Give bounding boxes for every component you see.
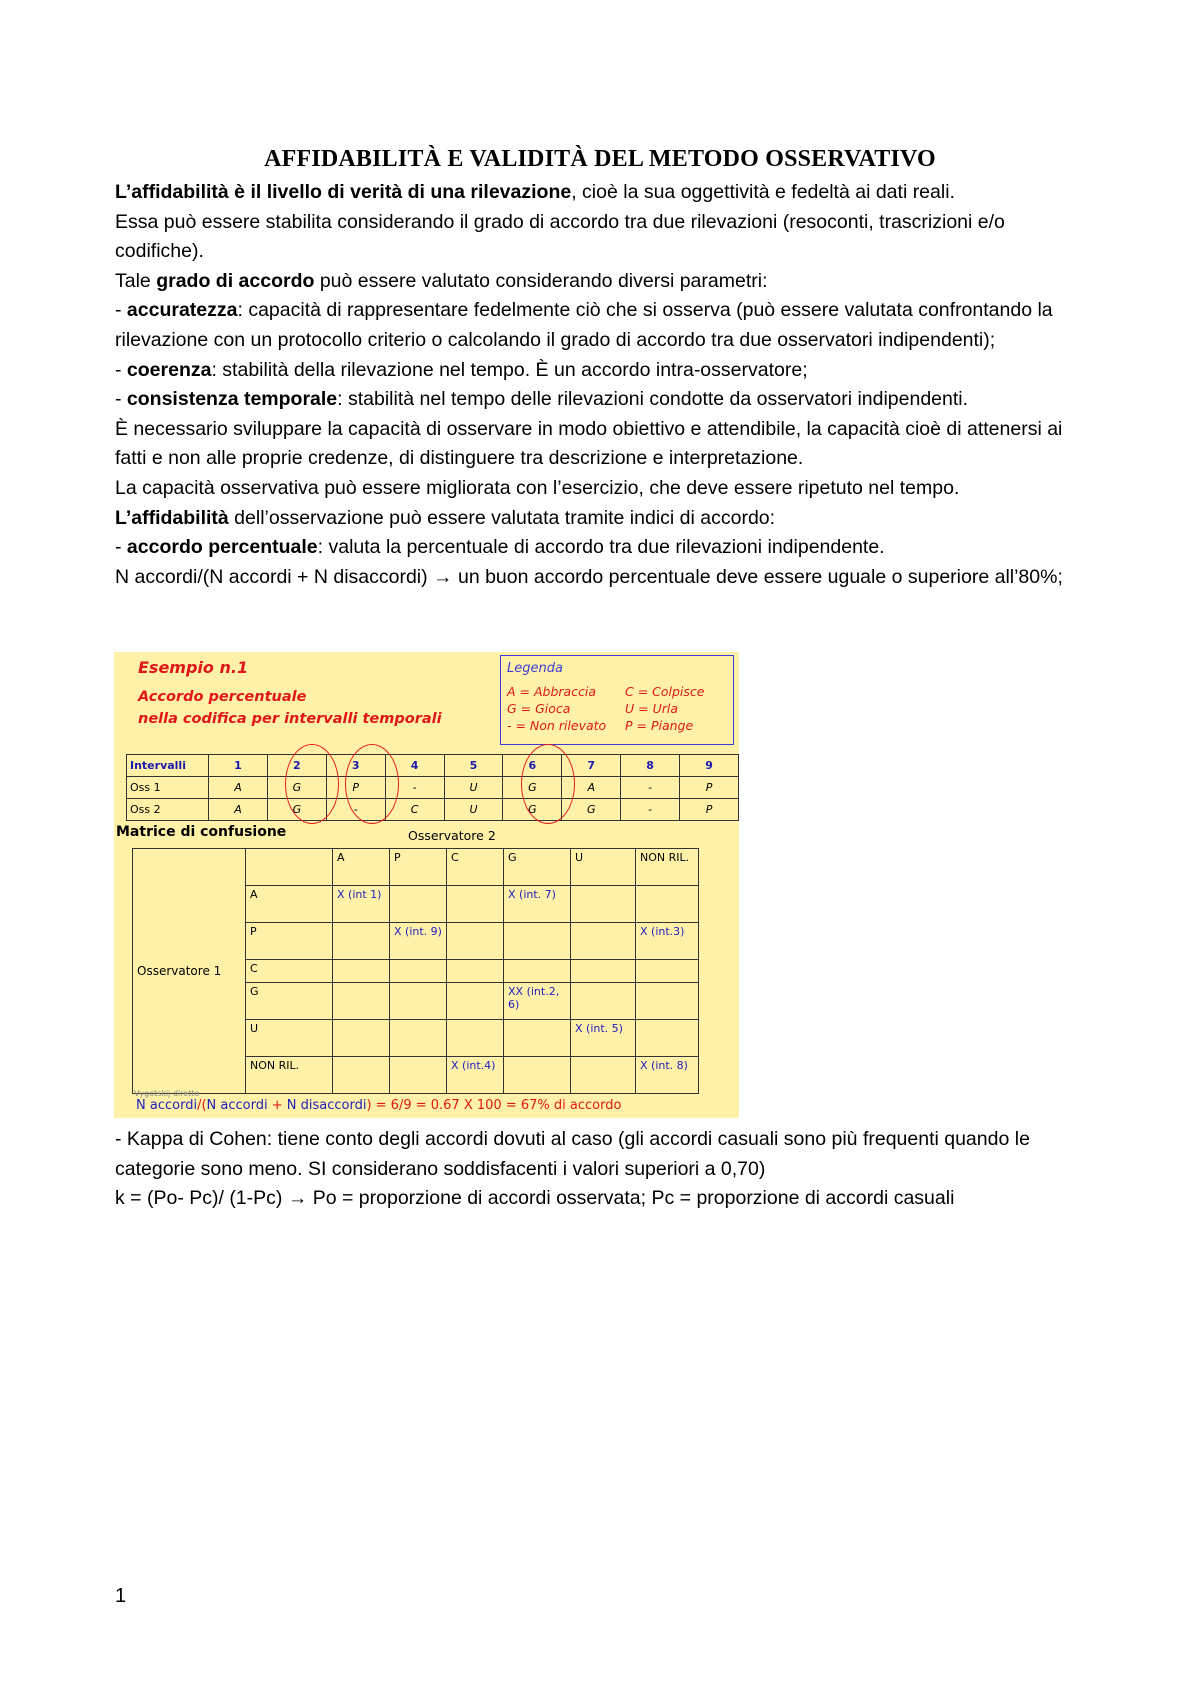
- text-span: può essere valutato considerando diversi parametri:: [314, 269, 768, 292]
- kappa-section: [115, 1125, 1095, 1214]
- matrix-row-header: P: [246, 923, 333, 960]
- page-title: AFFIDABILITÀ E VALIDITÀ DEL METODO OSSERVATIVO: [264, 146, 936, 172]
- paragraph-kappa-formula: k = (Po- Pc)/ (1-Pc) → Po = proporzione di accordi osservata; Pc = proporzione di accordi casuali: [115, 1187, 955, 1210]
- intervals-header-row: [127, 755, 739, 777]
- formula-part: ) = 6/9 = 0.67 X 100 = 67% di accordo: [366, 1098, 622, 1113]
- oss2-cell: G: [267, 799, 326, 821]
- matrix-row-header: U: [246, 1020, 333, 1057]
- formula-part: N accordi: [136, 1098, 198, 1113]
- oss1-cell: P: [680, 777, 739, 799]
- paragraph-indices: [115, 504, 1095, 534]
- oss1-cell: A: [562, 777, 621, 799]
- disagreement-circle: [521, 744, 575, 824]
- matrix-cell: [504, 923, 571, 960]
- matrix-col-header: U: [571, 849, 636, 886]
- matrix-cell: [636, 960, 699, 983]
- page-number: 1: [115, 1585, 127, 1607]
- legend-row-2: [507, 701, 678, 716]
- legend-title: Legenda: [507, 661, 563, 676]
- dash: -: [115, 388, 127, 411]
- matrix-cell: [571, 886, 636, 923]
- interval-cell: 8: [621, 755, 680, 777]
- example-figure: [114, 652, 739, 1118]
- matrix-col-header: A: [333, 849, 390, 886]
- oss2-cell: C: [385, 799, 444, 821]
- oss1-cell: P: [326, 777, 385, 799]
- matrix-row-header: C: [246, 960, 333, 983]
- paragraph-exercise: La capacità osservativa può essere migliorata con l’esercizio, che deve essere ripetuto nel tempo.: [115, 476, 960, 499]
- matrix-col-header: P: [390, 849, 447, 886]
- paragraph-definition: [115, 178, 1095, 208]
- text-span: : valuta la percentuale di accordo tra due rilevazioni indipendente.: [317, 536, 885, 559]
- matrix-cell: X (int.4): [447, 1057, 504, 1094]
- matrix-cell: X (int. 8): [636, 1057, 699, 1094]
- matrix-col-header: G: [504, 849, 571, 886]
- formula-part: +: [267, 1098, 287, 1113]
- matrix-cell: [504, 960, 571, 983]
- matrix-cell: [390, 960, 447, 983]
- intervals-label: Intervalli: [127, 755, 209, 777]
- figure-subtitle: [138, 686, 442, 730]
- matrix-row-header: NON RIL.: [246, 1057, 333, 1094]
- list-item-accordo-percentuale: [115, 533, 1095, 563]
- list-item-accuratezza: [115, 296, 1095, 355]
- matrix-row-header: G: [246, 983, 333, 1020]
- matrix-cell: XX (int.2, 6): [504, 983, 571, 1020]
- matrix-cell: [571, 923, 636, 960]
- body-text: [115, 178, 1095, 592]
- matrix-cell: X (int. 5): [571, 1020, 636, 1057]
- oss2-cell: P: [680, 799, 739, 821]
- legend-item-colpisce: C = Colpisce: [625, 684, 705, 699]
- interval-cell: 1: [209, 755, 268, 777]
- matrix-cell: [333, 960, 390, 983]
- interval-cell: 3: [326, 755, 385, 777]
- oss1-row: [127, 777, 739, 799]
- matrix-cell: [333, 983, 390, 1020]
- matrix-header-row: [133, 849, 699, 886]
- matrix-cell: [390, 886, 447, 923]
- text-span: : capacità di rappresentare fedelmente ciò che si osserva (può essere valutata confrontando la rilevazione con un protocollo criterio o calcolando il grado di accordo tra due osservatori indipendenti);: [115, 299, 1053, 351]
- matrix-cell: [333, 1057, 390, 1094]
- matrix-cell: [571, 960, 636, 983]
- legend-item-abbraccia: A = Abbraccia: [507, 684, 597, 699]
- observer1-label: Osservatore 1: [133, 849, 246, 1094]
- intervals-table: [126, 754, 739, 821]
- disagreement-circle: [285, 744, 339, 824]
- interval-cell: 7: [562, 755, 621, 777]
- legend-row-3: [507, 718, 693, 733]
- bold-term: consistenza temporale: [126, 388, 338, 411]
- formula-part: N accordi: [206, 1098, 268, 1113]
- oss1-cell: A: [209, 777, 268, 799]
- matrix-cell: [447, 983, 504, 1020]
- matrix-cell: [636, 886, 699, 923]
- oss2-cell: -: [326, 799, 385, 821]
- confusion-matrix: [132, 848, 699, 1094]
- matrix-title: Matrice di confusione: [116, 824, 287, 840]
- paragraph-formula: N accordi/(N accordi + N disaccordi) → un buon accordo percentuale deve essere uguale o superiore all’80%;: [115, 565, 1063, 588]
- formula: [136, 1098, 621, 1113]
- dash: -: [115, 358, 127, 381]
- legend-item-piange: P = Piange: [625, 718, 694, 733]
- disagreement-circle: [345, 744, 399, 824]
- matrix-cell: [447, 1020, 504, 1057]
- matrix-cell: [636, 1020, 699, 1057]
- text-span: , cioè la sua oggettività e fedeltà ai dati reali.: [571, 181, 955, 203]
- matrix-cell: [390, 983, 447, 1020]
- text-span: : stabilità della rilevazione nel tempo. È un accordo intra-osservatore;: [211, 358, 808, 381]
- bold-term: grado di accordo: [156, 269, 315, 292]
- paragraph-parameters: [115, 267, 1095, 297]
- legend-row-1: [507, 684, 704, 699]
- oss2-cell: -: [621, 799, 680, 821]
- figure-subtitle-line2: nella codifica per intervalli temporali: [138, 711, 442, 727]
- formula-part: /(: [197, 1098, 207, 1113]
- matrix-cell: [447, 923, 504, 960]
- matrix-cell: [390, 1020, 447, 1057]
- matrix-cell: [571, 983, 636, 1020]
- oss1-cell: G: [503, 777, 562, 799]
- legend-item-gioca: G = Gioca: [507, 701, 571, 716]
- text-span: : stabilità nel tempo delle rilevazioni condotte da osservatori indipendenti.: [337, 388, 969, 411]
- oss2-cell: A: [209, 799, 268, 821]
- legend-box: [500, 655, 734, 745]
- matrix-cell: X (int. 9): [390, 923, 447, 960]
- oss1-cell: -: [621, 777, 680, 799]
- matrix-cell: [571, 1057, 636, 1094]
- bold-term: accordo percentuale: [126, 536, 318, 559]
- figure-title: Esempio n.1: [138, 658, 249, 677]
- dash: -: [115, 299, 127, 322]
- watermark: Vygotskij diretto: [134, 1089, 200, 1098]
- legend-item-non-rilevato: - = Non rilevato: [507, 718, 607, 733]
- list-item-coerenza: [115, 356, 1095, 386]
- oss2-label: Oss 2: [127, 799, 209, 821]
- matrix-cell: [333, 1020, 390, 1057]
- matrix-cell: [636, 983, 699, 1020]
- matrix-cell: X (int.3): [636, 923, 699, 960]
- matrix-cell: X (int 1): [333, 886, 390, 923]
- paragraph-kappa: - Kappa di Cohen: tiene conto degli accordi dovuti al caso (gli accordi casuali sono più frequenti quando le categorie sono meno. SI considerano soddisfacenti i valori superiori a 0,70): [115, 1128, 1030, 1180]
- figure-subtitle-line1: Accordo percentuale: [138, 689, 307, 705]
- observer2-label: Osservatore 2: [408, 828, 496, 843]
- interval-cell: 4: [385, 755, 444, 777]
- oss1-cell: G: [267, 777, 326, 799]
- formula-part: N disaccordi: [286, 1098, 367, 1113]
- interval-cell: 9: [680, 755, 739, 777]
- list-item-consistenza: [115, 385, 1095, 415]
- oss2-cell: G: [503, 799, 562, 821]
- matrix-cell: X (int. 7): [504, 886, 571, 923]
- matrix-corner: [246, 849, 333, 886]
- matrix-cell: [333, 923, 390, 960]
- bold-term: coerenza: [126, 358, 212, 381]
- bold-term: accuratezza: [126, 299, 238, 322]
- bold-term: L’affidabilità è il livello di verità di una rilevazione: [115, 181, 572, 203]
- text-span: dell’osservazione può essere valutata tramite indici di accordo:: [228, 506, 776, 529]
- paragraph-capacity: È necessario sviluppare la capacità di osservare in modo obiettivo e attendibile, la capacità cioè di attenersi ai fatti e non alle proprie credenze, di distinguere tra descrizione e interpretazione.: [115, 417, 1063, 470]
- oss2-row: [127, 799, 739, 821]
- dash: -: [115, 536, 127, 559]
- legend-item-urla: U = Urla: [625, 701, 678, 716]
- matrix-cell: [504, 1057, 571, 1094]
- bold-term: L’affidabilità: [115, 506, 229, 529]
- oss2-cell: U: [444, 799, 503, 821]
- matrix-cell: [504, 1020, 571, 1057]
- matrix-cell: [390, 1057, 447, 1094]
- matrix-col-header: NON RIL.: [636, 849, 699, 886]
- interval-cell: 6: [503, 755, 562, 777]
- paragraph-agreement: Essa può essere stabilita considerando il grado di accordo tra due rilevazioni (resoconti, trascrizioni e/o codifiche).: [115, 210, 1005, 263]
- oss1-label: Oss 1: [127, 777, 209, 799]
- interval-cell: 2: [267, 755, 326, 777]
- matrix-row-header: A: [246, 886, 333, 923]
- matrix-cell: [447, 960, 504, 983]
- oss1-cell: U: [444, 777, 503, 799]
- interval-cell: 5: [444, 755, 503, 777]
- text-span: Tale: [115, 269, 157, 292]
- oss1-cell: -: [385, 777, 444, 799]
- oss2-cell: G: [562, 799, 621, 821]
- matrix-cell: [447, 886, 504, 923]
- matrix-col-header: C: [447, 849, 504, 886]
